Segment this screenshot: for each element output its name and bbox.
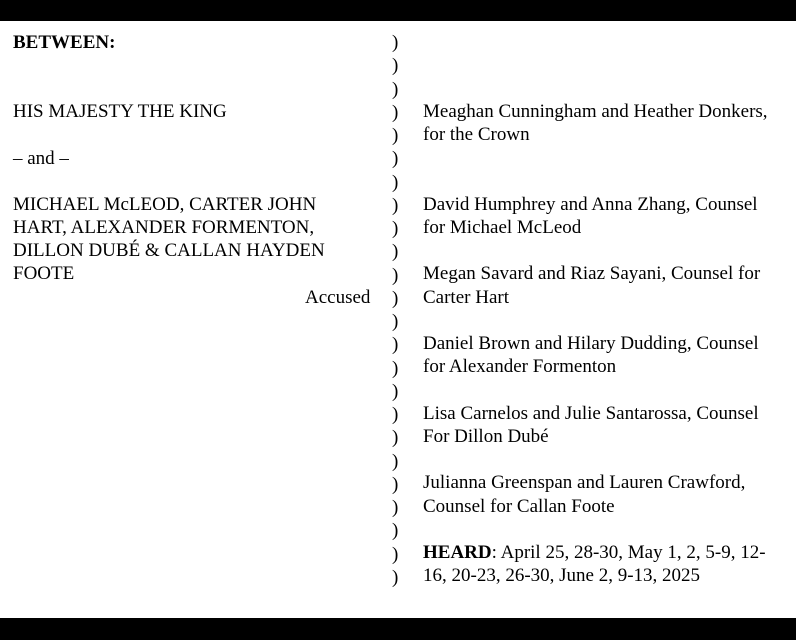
parenthesis-mark: ) xyxy=(392,264,399,286)
parenthesis-mark: ) xyxy=(392,148,399,170)
parenthesis-mark: ) xyxy=(392,427,399,449)
counsel-mcleod-line: David Humphrey and Anna Zhang, Counsel xyxy=(423,194,758,215)
parenthesis-mark: ) xyxy=(392,78,399,100)
parenthesis-mark: ) xyxy=(392,125,399,146)
counsel-mcleod-line: for Michael McLeod xyxy=(423,217,582,238)
counsel-foote-line: Counsel for Callan Foote xyxy=(423,496,615,517)
parenthesis-mark: ) xyxy=(392,566,399,588)
and-separator: – and – xyxy=(13,148,69,169)
parenthesis-mark: ) xyxy=(392,32,399,53)
parenthesis-mark: ) xyxy=(392,287,399,309)
accused-label: Accused xyxy=(305,287,371,308)
parenthesis-mark: ) xyxy=(392,404,399,425)
counsel-dube-line: For Dillon Dubé xyxy=(423,426,549,447)
document-page xyxy=(0,21,796,618)
counsel-crown-line: Meaghan Cunningham and Heather Donkers, xyxy=(423,101,768,122)
parenthesis-mark: ) xyxy=(392,241,399,263)
heard-dates: : April 25, 28-30, May 1, 2, 5-9, 12- xyxy=(491,542,766,563)
crown-party: HIS MAJESTY THE KING xyxy=(13,101,227,122)
heard-line xyxy=(423,541,766,564)
parenthesis-mark: ) xyxy=(392,473,399,495)
parenthesis-mark: ) xyxy=(392,101,399,123)
parenthesis-mark: ) xyxy=(392,194,399,216)
heard-label: HEARD xyxy=(423,542,492,563)
parenthesis-mark: ) xyxy=(392,450,399,472)
accused-line: HART, ALEXANDER FORMENTON, xyxy=(13,217,315,238)
counsel-crown-line: for the Crown xyxy=(423,124,530,145)
accused-line: FOOTE xyxy=(13,263,75,284)
parenthesis-mark: ) xyxy=(392,218,399,239)
accused-line: MICHAEL McLEOD, CARTER JOHN xyxy=(13,194,317,215)
parenthesis-mark: ) xyxy=(392,543,399,565)
parenthesis-mark: ) xyxy=(392,311,399,332)
accused-line: DILLON DUBÉ & CALLAN HAYDEN xyxy=(13,240,325,261)
parenthesis-mark: ) xyxy=(392,380,399,402)
counsel-formenton-line: Daniel Brown and Hilary Dudding, Counsel xyxy=(423,333,759,354)
parenthesis-mark: ) xyxy=(392,171,399,193)
counsel-foote-line: Julianna Greenspan and Lauren Crawford, xyxy=(423,472,746,493)
between-label: BETWEEN: xyxy=(13,32,116,53)
parenthesis-mark: ) xyxy=(392,357,399,379)
counsel-hart-line: Megan Savard and Riaz Sayani, Counsel for xyxy=(423,263,761,284)
counsel-formenton-line: for Alexander Formenton xyxy=(423,356,617,377)
counsel-hart-line: Carter Hart xyxy=(423,287,509,308)
parenthesis-mark: ) xyxy=(392,520,399,542)
parenthesis-mark: ) xyxy=(392,334,399,356)
parenthesis-mark: ) xyxy=(392,497,399,518)
parenthesis-mark: ) xyxy=(392,55,399,77)
counsel-dube-line: Lisa Carnelos and Julie Santarossa, Counsel xyxy=(423,403,759,424)
heard-dates-continued: 16, 20-23, 26-30, June 2, 9-13, 2025 xyxy=(423,565,701,586)
